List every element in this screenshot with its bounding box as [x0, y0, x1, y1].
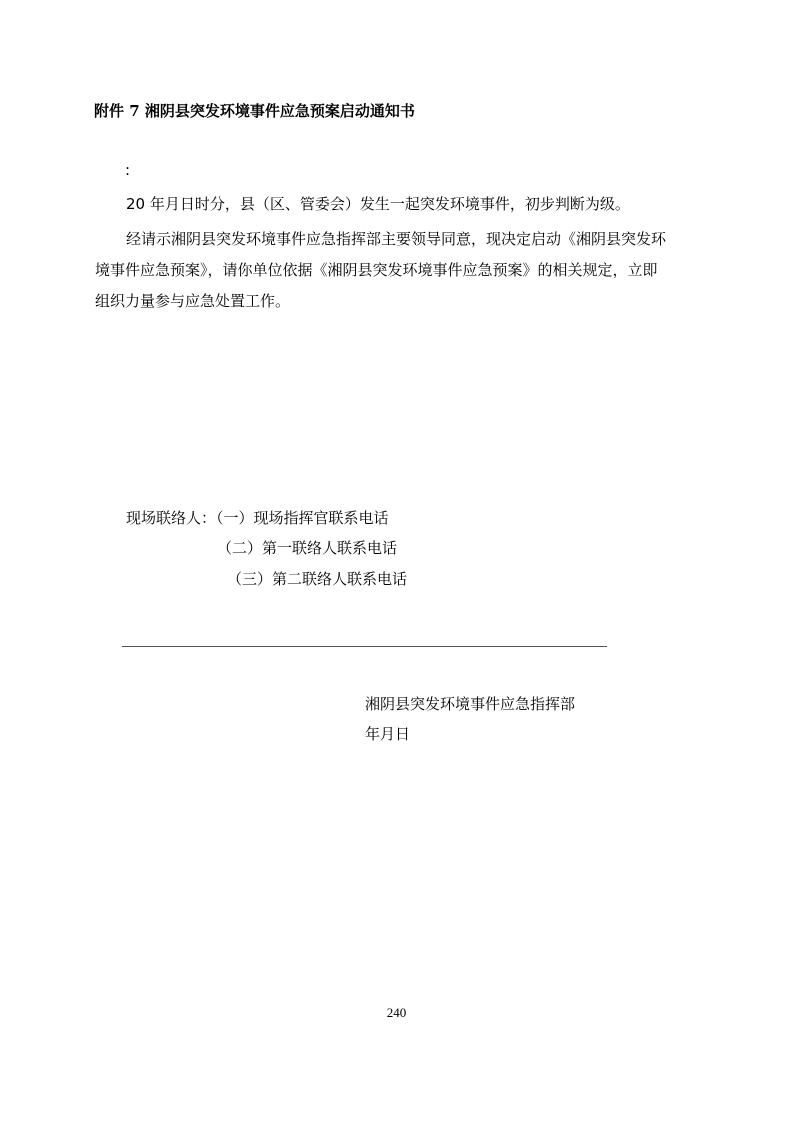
- contact-line-first-liaison: （二）第一联络人联系电话: [217, 539, 398, 557]
- paragraph-activation-line-3: 组织力量参与应急处置工作。: [95, 292, 291, 310]
- paragraph-incident: 20 年月日时分，县（区、管委会）发生一起突发环境事件，初步判断为级。: [126, 195, 630, 213]
- paragraph-activation-line-2: 境事件应急预案》，请你单位依据《湘阴县突发环境事件应急预案》的相关规定，立即: [95, 261, 658, 279]
- paragraph-activation-line-1: 经请示湘阴县突发环境事件应急指挥部主要领导同意，现决定启动《湘阴县突发环: [126, 230, 667, 248]
- contact-line-commander: 现场联络人：（一）现场指挥官联系电话: [126, 509, 389, 527]
- separator-line: [122, 646, 607, 647]
- salutation-colon: :: [125, 161, 131, 179]
- signature-date: 年月日: [365, 725, 411, 743]
- document-title: 附件 7 湘阴县突发环境事件应急预案启动通知书: [94, 102, 415, 120]
- page-number: 240: [386, 1005, 407, 1020]
- contact-line-second-liaison: （三）第二联络人联系电话: [227, 570, 408, 588]
- signature-organization: 湘阴县突发环境事件应急指挥部: [365, 695, 576, 713]
